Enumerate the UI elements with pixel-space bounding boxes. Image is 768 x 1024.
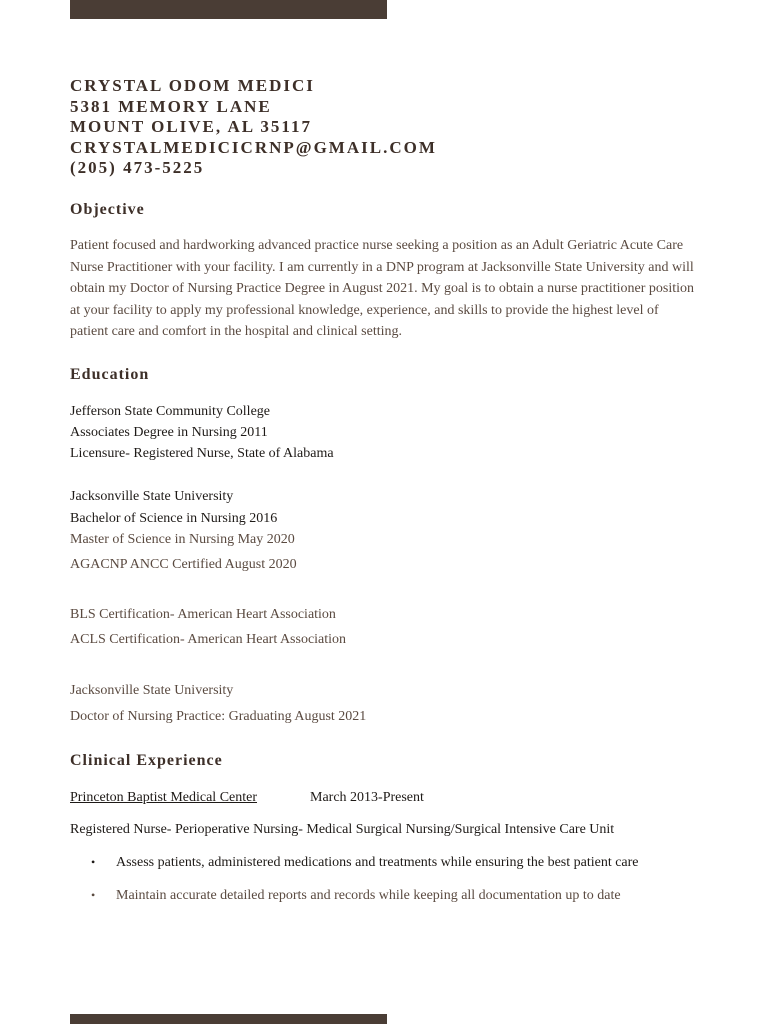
education-line: Bachelor of Science in Nursing 2016 — [70, 511, 278, 526]
applicant-name: CRYSTAL ODOM MEDICI — [70, 76, 315, 95]
education-line: Jacksonville State University — [70, 683, 234, 698]
objective-heading: Objective — [70, 201, 145, 218]
employment-dates: March 2013-Present — [310, 790, 424, 805]
education-line: Master of Science in Nursing May 2020 — [70, 532, 295, 547]
education-line: Jacksonville State University — [70, 489, 234, 504]
education-heading: Education — [70, 366, 150, 383]
contact-header — [70, 76, 437, 179]
bullet-icon: • — [91, 888, 96, 902]
education-line: Doctor of Nursing Practice: Graduating August 2021 — [70, 709, 367, 724]
clinical-experience-heading: Clinical Experience — [70, 752, 223, 769]
street-address: 5381 MEMORY LANE — [70, 96, 272, 116]
city-state-zip: MOUNT OLIVE, AL 35117 — [70, 117, 312, 137]
phone-number: (205) 473-5225 — [70, 158, 205, 178]
education-line: ACLS Certification- American Heart Association — [70, 632, 347, 647]
education-line: Licensure- Registered Nurse, State of Alabama — [70, 446, 334, 461]
top-decorative-bar — [70, 0, 387, 19]
education-line: Associates Degree in Nursing 2011 — [70, 425, 268, 440]
list-item — [91, 888, 621, 904]
education-line: BLS Certification- American Heart Association — [70, 607, 336, 622]
objective-text: Patient focused and hardworking advanced practice nurse seeking a position as an Adult Geriatric Acute Care Nurse Practitioner with your facility. I am currently in a DNP program at Jacksonville State University and will obtain my Doctor of Nursing Practice Degree in August 2021. My goal is to obtain a nurse practitioner position at your facility to apply my professional knowledge, experience, and skills to provide the highest level of patient care and comfort in the hospital and clinical setting. — [70, 238, 695, 340]
education-line: Jefferson State Community College — [70, 404, 270, 419]
email-address: CRYSTALMEDICICRNP@GMAIL.COM — [70, 137, 437, 157]
bullet-text: Maintain accurate detailed reports and records while keeping all documentation up to date — [116, 888, 621, 903]
education-line: AGACNP ANCC Certified August 2020 — [70, 557, 297, 572]
bottom-decorative-bar — [70, 1014, 387, 1024]
job-role: Registered Nurse- Perioperative Nursing- Medical Surgical Nursing/Surgical Intensive Care Unit — [70, 822, 615, 837]
employer-name: Princeton Baptist Medical Center — [70, 790, 258, 805]
bullet-text: Assess patients, administered medications and treatments while ensuring the best patient care — [116, 855, 639, 870]
list-item — [91, 855, 639, 871]
bullet-icon: • — [91, 855, 96, 869]
